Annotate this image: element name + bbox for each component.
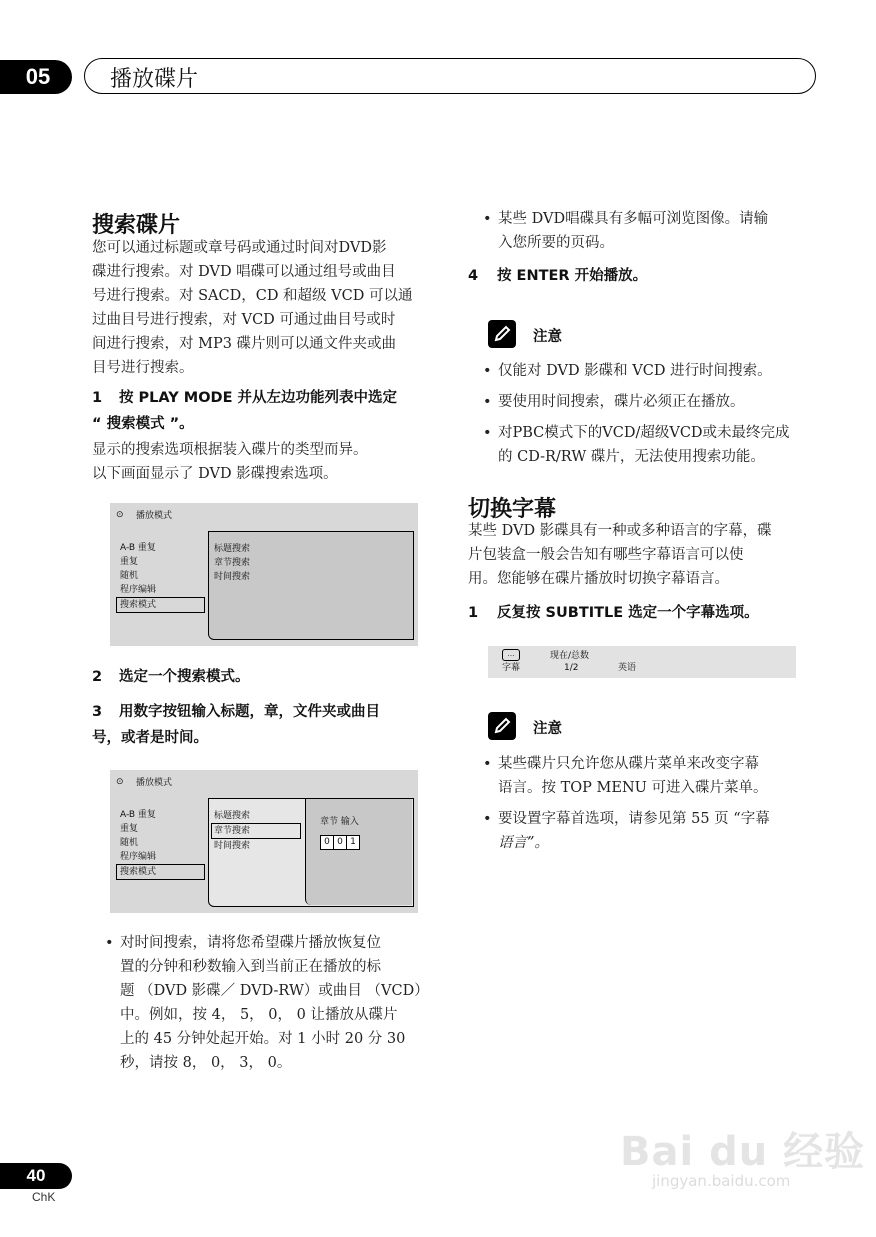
step1-text-cont: “ 搜索模式 ”。 [92,416,194,432]
step1-text: 按 PLAY MODE 并从左边功能列表中选定 [119,390,398,406]
chapter-digit-boxes [320,835,360,850]
osd-submenu-item: 标题搜索 [214,544,251,554]
note1-bullets: • 仅能对 DVD 影碟和 VCD 进行时间搜索。 • 要使用时间搜索，碟片必须正在播放。 • 对PBC模式下的VCD/超级VCD或未最终完成 的 CD-R/RW 碟片，无法使用搜索功能。 [498,359,820,469]
osd-menu-item: 程序编辑 [120,585,157,595]
note2-bullets: • 某些碟片只允许您从碟片菜单来改变字幕 语言。按 TOP MENU 可进入碟片菜单。 • 要设置字幕首选项，请参见第 55 页 “字幕 语言”。 [498,752,820,855]
osd-title: 播放模式 [136,511,173,521]
osd-submenu-item: 标题搜索 [214,811,251,821]
note-pencil-icon [488,712,516,740]
search-intro: 您可以通过标题或章号码或通过时间对DVD影 碟进行搜索。对 DVD 唱碟可以通过组号或曲目 号进行搜索。对 SACD，CD 和超级 VCD 可以通 过曲目号进行搜索，对 VCD 可通过曲目号或时 间进行搜索，对 MP3 碟片则可以通文件夹或曲 目号进行搜索。 [92,240,413,376]
step4-text: 按 ENTER 开始播放。 [497,268,648,284]
osd-chapter-input-screen [110,770,418,913]
subtitle-language: 英语 [618,663,637,673]
osd-submenu-item: 时间搜索 [214,572,251,582]
chapter-input-label: 章节 输入 [320,817,359,827]
osd-menu-item-selected: 搜索模式 [116,597,205,613]
osd-title: 播放模式 [136,778,173,788]
osd-menu-item: 重复 [120,557,139,567]
step3-text: 用数字按钮输入标题，章，文件夹或曲目 [119,704,380,720]
osd-submenu-item: 时间搜索 [214,841,251,851]
page-number-badge: 40 [0,1163,72,1189]
step3-text-cont: 号，或者是时间。 [92,730,208,746]
step2-number: 2 [92,669,103,685]
language-code: ChK [32,1190,56,1204]
osd-menu-item: 重复 [120,824,139,834]
note-bullet: • 某些碟片只允许您从碟片菜单来改变字幕 [498,752,820,776]
subtitle-heading: 切换字幕 [468,497,557,522]
time-search-bullet: • 对时间搜索，请将您希望碟片播放恢复位 置的分钟和秒数输入到当前正在播放的标 题 （DVD 影碟／ DVD-RW）或曲目 （VCD） 中。例如，按 4， 5， 0， 0 让播放从碟片 上的 45 分钟处起开始。对 1 小时 20 分 30 秒，请按 8， 0， 3， 0。 [120,931,442,1075]
search-heading: 搜索碟片 [92,213,181,238]
digit-box: 1 [347,835,360,850]
subtitle-step1-text: 反复按 SUBTITLE 选定一个字幕选项。 [497,605,759,621]
disc-icon: ⊙ [116,777,124,787]
subtitle-icon: … [502,649,520,661]
osd-menu [120,541,205,613]
osd-menu-item-selected: 搜索模式 [116,864,205,880]
baidu-watermark-logo: Bai du 经验 [620,1129,866,1175]
subtitle-icon-label: 字幕 [502,663,521,673]
note-bullet: • 仅能对 DVD 影碟和 VCD 进行时间搜索。 [498,359,820,383]
chapter-number-badge: 05 [0,60,72,94]
osd-menu-item: A-B 重复 [120,810,156,820]
current-total-label: 现在/总数 [550,651,590,661]
mp3-page-bullet: • 某些 DVD唱碟具有多幅可浏览图像。请输 入您所要的页码。 [498,207,820,255]
digit-box: 0 [320,835,334,850]
step1-description: 显示的搜索选项根据装入碟片的类型而异。 以下画面显示了 DVD 影碟搜索选项。 [92,442,368,482]
osd-menu-item: 程序编辑 [120,852,157,862]
subtitle-step1-number: 1 [468,605,479,621]
chapter-title: 播放碟片 [110,67,199,92]
note-pencil-icon [488,320,516,348]
osd-menu-item: 随机 [120,571,139,581]
baidu-watermark-url: jingyan.baidu.com [652,1172,791,1190]
osd-submenu-item-selected: 章节搜索 [211,823,301,839]
step4-number: 4 [468,268,479,284]
note-bullet: • 要设置字幕首选项，请参见第 55 页 “字幕 [498,807,820,831]
osd-menu-item: 随机 [120,838,139,848]
digit-box: 0 [334,835,347,850]
osd-play-mode-screen [110,503,418,646]
osd-menu [120,808,205,880]
step3-number: 3 [92,704,103,720]
osd-subtitle-bar [488,646,796,678]
osd-submenu-panel [208,798,414,907]
step1-number: 1 [92,390,103,406]
note1-title: 注意 [533,329,562,345]
note2-title: 注意 [533,721,562,737]
osd-menu-item: A-B 重复 [120,543,156,553]
bullet-line: • 对时间搜索，请将您希望碟片播放恢复位 [120,931,442,955]
note-bullet: • 对PBC模式下的VCD/超级VCD或未最终完成 [498,421,820,445]
osd-submenu-panel [208,531,414,640]
step2-text: 选定一个搜索模式。 [119,669,250,685]
note-bullet: • 要使用时间搜索，碟片必须正在播放。 [498,390,820,414]
subtitle-intro: 某些 DVD 影碟具有一种或多种语言的字幕，碟 片包装盒一般会告知有哪些字幕语言可以使 用。您能够在碟片播放时切换字幕语言。 [468,523,772,587]
osd-submenu-item: 章节搜索 [214,558,251,568]
osd-input-panel [305,799,412,905]
disc-icon: ⊙ [116,510,124,520]
current-total-value: 1/2 [564,663,579,673]
